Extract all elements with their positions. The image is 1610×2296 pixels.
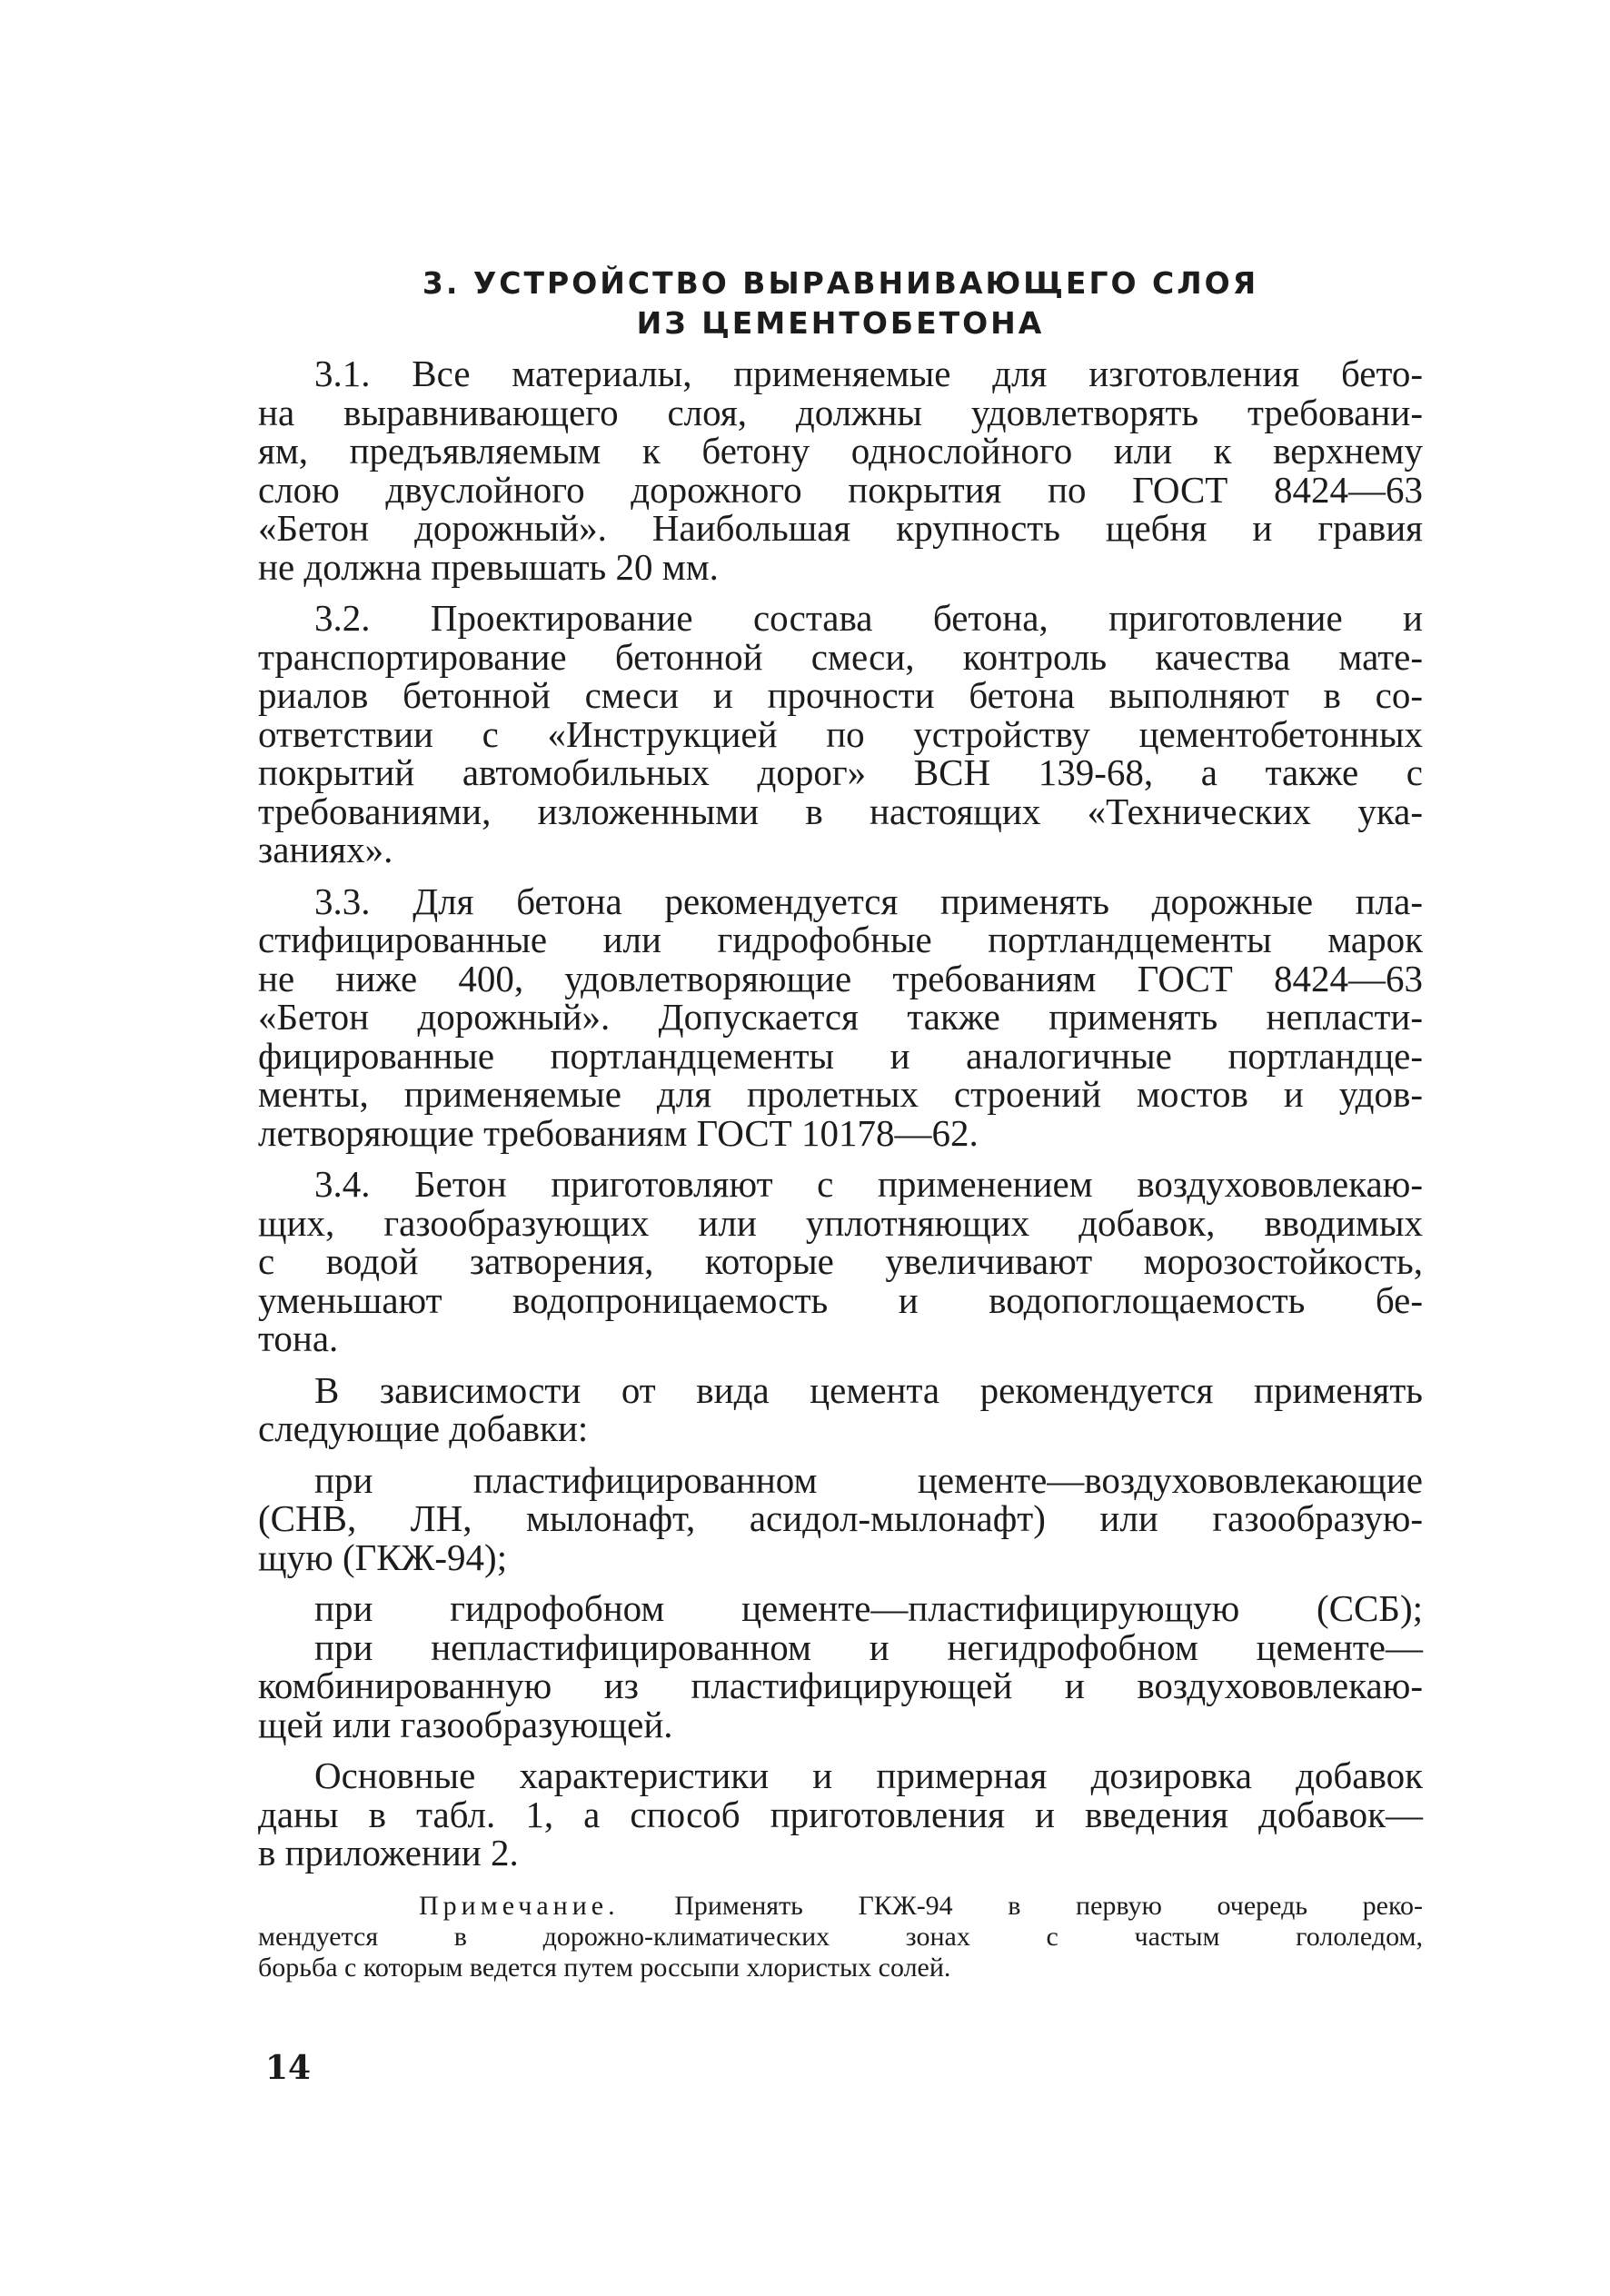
paragraph-p3-4: [258, 1165, 1423, 1358]
text-line: уменьшают водопроницаемость и водопоглощаемость бе-: [258, 1278, 1423, 1321]
text-line: фицированные портландцементы и аналогичные портландце-: [258, 1034, 1423, 1077]
text-line: риалов бетонной смеси и прочности бетона выполняют в со-: [258, 674, 1423, 716]
text-line: «Бетон дорожный». Допускается также применять непласти-: [258, 996, 1423, 1038]
text-line: следующие добавки:: [258, 1407, 589, 1449]
section-heading: [258, 263, 1423, 343]
text-line: «Бетон дорожный». Наибольшая крупность щебня и гравия: [258, 507, 1423, 549]
note-line-2: мендуется в дорожно-климатических зонах с частым гололедом,: [258, 1921, 1423, 1952]
note: [258, 1891, 1423, 1983]
text-line: (СНВ, ЛН, мылонафт, асидол-мылонафт) или газообразую-: [258, 1497, 1423, 1539]
text-line: заниях».: [258, 829, 393, 870]
text-line: на выравнивающего слоя, должны удовлетворять требовани-: [258, 391, 1423, 433]
text-line: стифицированные или гидрофобные портландцементы марок: [258, 919, 1423, 960]
text-line: даны в табл. 1, а способ приготовления и введения добавок—: [258, 1793, 1423, 1835]
text-line: не ниже 400, удовлетворяющие требованиям ГОСТ 8424—63: [258, 957, 1423, 999]
text-line: ям, предъявляемым к бетону однослойного или к верхнему: [258, 430, 1423, 472]
text-line: не должна превышать 20 мм.: [258, 545, 719, 588]
page-number: 14: [265, 2049, 312, 2087]
text-line: Основные характеристики и примерная дозировка добавок: [314, 1754, 1423, 1796]
text-line: 3.2. Проектирование состава бетона, приготовление и: [314, 597, 1423, 639]
text-line: требованиями, изложенными в настоящих «Технических ука-: [258, 790, 1423, 832]
paragraph-p-main: [258, 1756, 1423, 1873]
text-line: слою двуслойного дорожного покрытия по ГОСТ 8424—63: [258, 468, 1423, 511]
text-line: при непластифицированном и негидрофобном цементе—: [314, 1625, 1423, 1668]
text-line: транспортирование бетонной смеси, контроль качества мате-: [258, 635, 1423, 678]
heading-line-1: 3. УСТРОЙСТВО ВЫРАВНИВАЮЩЕГО СЛОЯ: [422, 265, 1259, 301]
note-text-1: Применять ГКЖ-94 в первую очередь реко-: [674, 1890, 1423, 1921]
text-line: щую (ГКЖ-94);: [258, 1536, 508, 1578]
paragraph-p-dependence: [258, 1368, 1423, 1449]
note-line-1: [258, 1891, 1423, 1922]
paragraph-p3-3: [258, 882, 1423, 1153]
text-line: щей или газообразующей.: [258, 1703, 673, 1745]
text-line: в приложении 2.: [258, 1832, 519, 1874]
text-line: 3.4. Бетон приготовляют с применением воздухововлекаю-: [314, 1163, 1423, 1205]
paragraph-p-hydrophobic: [258, 1589, 1423, 1744]
text-line: 3.3. Для бетона рекомендуется применять дорожные пла-: [314, 880, 1423, 922]
text-line: покрытий автомобильных дорог» ВСН 139-68, а также с: [258, 751, 1423, 793]
note-label: Примечание.: [419, 1890, 620, 1921]
text-line: летворяющие требованиям ГОСТ 10178—62.: [258, 1111, 979, 1154]
paragraph-p3-2: [258, 599, 1423, 870]
paragraphs: [258, 354, 1423, 1873]
paragraph-p-plasticized: [258, 1458, 1423, 1578]
text-line: с водой затворения, которые увеличивают морозостойкость,: [258, 1240, 1423, 1282]
text-line: комбинированную из пластифицирующей и воздухововлекаю-: [258, 1665, 1423, 1706]
text-line: ответствии с «Инструкцией по устройству цементобетонных: [258, 712, 1423, 755]
text-line: при гидрофобном цементе—пластифицирующую (ССБ);: [314, 1587, 1423, 1629]
text-line: тона.: [258, 1317, 339, 1359]
heading-line-2: ИЗ ЦЕМЕНТОБЕТОНА: [636, 305, 1045, 341]
text-line: В зависимости от вида цемента рекомендуется применять: [314, 1368, 1423, 1411]
text-line: менты, применяемые для пролетных строений мостов и удов-: [258, 1073, 1423, 1115]
text-line: 3.1. Все материалы, применяемые для изготовления бето-: [314, 353, 1423, 394]
page-body: [258, 263, 1423, 1983]
text-line: щих, газообразующих или уплотняющих добавок, вводимых: [258, 1201, 1423, 1244]
paragraph-p3-1: [258, 354, 1423, 586]
note-line-3: борьба с которым ведется путем россыпи хлористых солей.: [258, 1952, 951, 1983]
text-line: при пластифицированном цементе—воздухововлекающие: [314, 1458, 1423, 1501]
